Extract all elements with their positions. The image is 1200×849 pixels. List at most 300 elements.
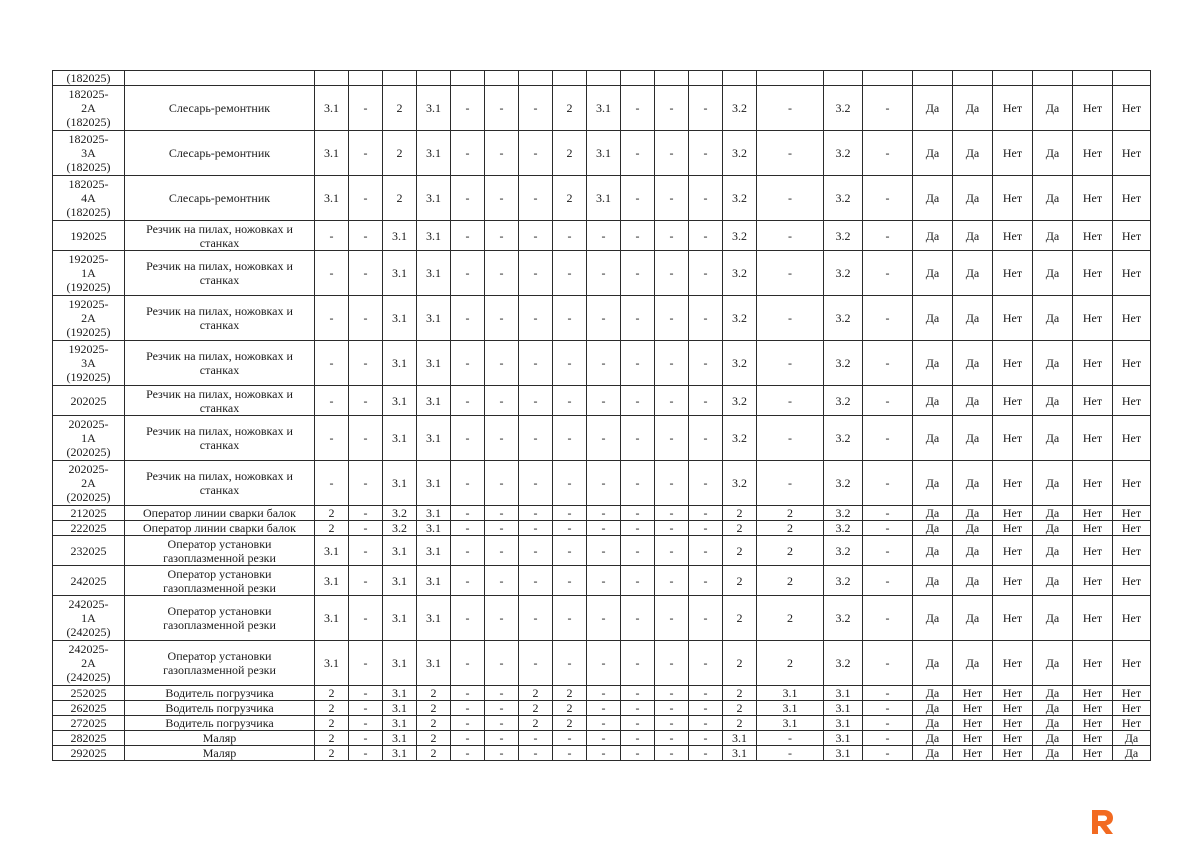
row-value: Да: [1033, 86, 1073, 131]
row-value: -: [655, 221, 689, 251]
row-value: Нет: [993, 131, 1033, 176]
row-value: -: [621, 746, 655, 761]
row-value: -: [863, 221, 913, 251]
r-logo-icon: [1089, 808, 1115, 836]
row-value: Да: [913, 521, 953, 536]
row-value: Да: [913, 461, 953, 506]
row-value: 3.2: [824, 176, 863, 221]
row-value: [913, 71, 953, 86]
row-value: Да: [953, 251, 993, 296]
row-code: [53, 251, 125, 296]
row-value: -: [485, 716, 519, 731]
row-value: Нет: [993, 221, 1033, 251]
row-value: Да: [953, 566, 993, 596]
row-value: [621, 71, 655, 86]
code-line: 192025-: [68, 252, 109, 266]
row-value: -: [621, 506, 655, 521]
row-value: Нет: [993, 86, 1033, 131]
row-value: 3.1: [383, 251, 417, 296]
code-line: 3А: [81, 146, 96, 160]
row-value: 3.2: [824, 596, 863, 641]
row-value: Да: [1033, 641, 1073, 686]
table-row: [53, 596, 1151, 641]
row-value: Нет: [993, 686, 1033, 701]
code-line: 242025-: [68, 597, 109, 611]
row-value: 2: [315, 716, 349, 731]
row-value: 3.1: [417, 566, 451, 596]
row-value: -: [863, 641, 913, 686]
row-name: Оператор установки газоплазменной резки: [125, 641, 315, 686]
row-value: -: [689, 386, 723, 416]
row-value: Да: [1033, 386, 1073, 416]
row-value: Да: [913, 221, 953, 251]
row-value: 3.1: [417, 641, 451, 686]
row-name: Резчик на пилах, ножовках и станках: [125, 251, 315, 296]
row-value: Да: [913, 506, 953, 521]
row-value: Да: [913, 251, 953, 296]
row-name: Резчик на пилах, ножовках и станках: [125, 221, 315, 251]
row-name: Оператор установки газоплазменной резки: [125, 596, 315, 641]
row-value: -: [349, 506, 383, 521]
row-value: -: [553, 221, 587, 251]
code-line: 222025: [70, 521, 107, 535]
row-value: 3.1: [383, 596, 417, 641]
row-value: -: [451, 716, 485, 731]
row-value: 3.2: [383, 521, 417, 536]
row-value: -: [587, 296, 621, 341]
row-name: Слесарь-ремонтник: [125, 131, 315, 176]
row-value: -: [587, 416, 621, 461]
row-value: Да: [1033, 506, 1073, 521]
row-value: 3.1: [383, 296, 417, 341]
row-value: [824, 71, 863, 86]
row-name: Водитель погрузчика: [125, 716, 315, 731]
row-name: Резчик на пилах, ножовках и станках: [125, 341, 315, 386]
row-value: -: [863, 251, 913, 296]
row-value: [417, 71, 451, 86]
row-value: -: [553, 386, 587, 416]
row-value: Да: [1113, 731, 1151, 746]
code-line: 192025-: [68, 297, 109, 311]
row-value: -: [655, 731, 689, 746]
row-value: -: [689, 596, 723, 641]
code-line: (202025): [66, 490, 111, 504]
row-value: Нет: [993, 566, 1033, 596]
row-name: Резчик на пилах, ножовках и станках: [125, 296, 315, 341]
row-code: [53, 716, 125, 731]
row-value: -: [451, 521, 485, 536]
row-value: Нет: [1113, 296, 1151, 341]
row-value: -: [349, 251, 383, 296]
table-row: [53, 641, 1151, 686]
row-value: -: [553, 596, 587, 641]
table-row: [53, 506, 1151, 521]
table-row: [53, 221, 1151, 251]
row-value: -: [451, 341, 485, 386]
row-code: [53, 131, 125, 176]
row-value: Да: [1033, 341, 1073, 386]
row-value: -: [485, 86, 519, 131]
row-value: -: [655, 521, 689, 536]
row-value: -: [485, 641, 519, 686]
row-name: Оператор линии сварки балок: [125, 521, 315, 536]
row-value: -: [519, 731, 553, 746]
row-value: Да: [953, 296, 993, 341]
row-value: 3.2: [383, 506, 417, 521]
row-value: -: [655, 566, 689, 596]
row-value: -: [587, 701, 621, 716]
row-value: -: [863, 686, 913, 701]
row-value: 3.2: [723, 386, 757, 416]
row-value: -: [349, 686, 383, 701]
row-value: -: [621, 596, 655, 641]
row-value: -: [349, 536, 383, 566]
code-line: 232025: [70, 543, 107, 558]
row-value: Да: [1033, 131, 1073, 176]
row-value: -: [587, 461, 621, 506]
row-value: -: [519, 296, 553, 341]
row-name: Оператор установки газоплазменной резки: [125, 566, 315, 596]
row-value: [723, 71, 757, 86]
code-line: (242025): [66, 625, 111, 639]
row-value: [863, 71, 913, 86]
row-value: -: [519, 566, 553, 596]
row-value: Нет: [1113, 221, 1151, 251]
code-line: (182025): [66, 160, 111, 174]
row-value: -: [519, 416, 553, 461]
row-value: 2: [757, 596, 824, 641]
row-code: [53, 686, 125, 701]
row-value: [451, 71, 485, 86]
row-value: [1033, 71, 1073, 86]
row-value: -: [451, 416, 485, 461]
row-value: 2: [519, 686, 553, 701]
row-value: -: [655, 746, 689, 761]
row-value: -: [485, 701, 519, 716]
row-value: Нет: [1073, 731, 1113, 746]
row-value: Да: [1033, 251, 1073, 296]
row-value: -: [485, 131, 519, 176]
code-line: 252025: [70, 686, 107, 700]
row-value: -: [485, 566, 519, 596]
row-value: -: [757, 221, 824, 251]
row-value: -: [485, 386, 519, 416]
row-value: -: [757, 731, 824, 746]
row-value: -: [485, 341, 519, 386]
row-value: Да: [913, 86, 953, 131]
table-row: [53, 521, 1151, 536]
row-value: -: [315, 416, 349, 461]
row-value: Нет: [1113, 251, 1151, 296]
row-value: 3.2: [723, 251, 757, 296]
row-value: Да: [953, 221, 993, 251]
row-value: -: [451, 131, 485, 176]
row-value: -: [485, 506, 519, 521]
row-value: 2: [315, 686, 349, 701]
row-value: -: [655, 716, 689, 731]
row-value: Да: [953, 536, 993, 566]
row-value: 3.1: [417, 131, 451, 176]
row-value: -: [349, 746, 383, 761]
row-code: [53, 746, 125, 761]
row-value: -: [863, 701, 913, 716]
row-value: [587, 71, 621, 86]
row-value: -: [587, 386, 621, 416]
row-value: -: [587, 596, 621, 641]
row-value: Да: [1033, 686, 1073, 701]
row-value: -: [519, 536, 553, 566]
code-line: 182025-: [68, 132, 109, 146]
row-value: -: [553, 251, 587, 296]
row-value: 3.1: [383, 716, 417, 731]
code-line: 292025: [70, 746, 107, 760]
row-value: 3.1: [587, 86, 621, 131]
table-row: [53, 386, 1151, 416]
row-value: [757, 71, 824, 86]
row-value: Нет: [993, 251, 1033, 296]
row-value: [689, 71, 723, 86]
row-value: 3.1: [315, 566, 349, 596]
row-name: Резчик на пилах, ножовках и станках: [125, 461, 315, 506]
row-value: Да: [953, 461, 993, 506]
row-value: 2: [723, 701, 757, 716]
row-value: 3.2: [824, 521, 863, 536]
row-value: -: [519, 131, 553, 176]
row-value: -: [349, 566, 383, 596]
row-value: Да: [913, 131, 953, 176]
row-value: -: [519, 746, 553, 761]
row-value: 2: [723, 596, 757, 641]
row-value: 3.2: [824, 536, 863, 566]
row-value: -: [519, 341, 553, 386]
table-row: [53, 341, 1151, 386]
row-value: Нет: [1073, 716, 1113, 731]
row-value: Нет: [1113, 566, 1151, 596]
row-value: -: [485, 221, 519, 251]
row-value: 2: [723, 506, 757, 521]
row-value: Нет: [1073, 746, 1113, 761]
row-value: -: [863, 521, 913, 536]
table-row: [53, 461, 1151, 506]
row-value: -: [863, 416, 913, 461]
row-value: Да: [1033, 701, 1073, 716]
row-value: 3.2: [824, 341, 863, 386]
row-value: -: [621, 521, 655, 536]
row-value: -: [587, 341, 621, 386]
row-value: -: [689, 731, 723, 746]
row-value: -: [655, 251, 689, 296]
row-code: [53, 86, 125, 131]
row-value: 3.1: [383, 731, 417, 746]
row-value: 2: [723, 536, 757, 566]
row-value: 3.1: [315, 536, 349, 566]
row-value: -: [689, 176, 723, 221]
row-code: [53, 296, 125, 341]
row-value: -: [863, 176, 913, 221]
row-value: -: [485, 461, 519, 506]
row-value: Нет: [1073, 596, 1113, 641]
table-row: [53, 716, 1151, 731]
row-value: 2: [315, 701, 349, 716]
row-value: -: [349, 296, 383, 341]
row-value: -: [485, 176, 519, 221]
row-value: -: [655, 176, 689, 221]
code-line: 182025-: [68, 177, 109, 191]
row-value: -: [349, 521, 383, 536]
row-value: -: [655, 596, 689, 641]
row-value: -: [757, 86, 824, 131]
row-value: 3.1: [315, 86, 349, 131]
row-value: 3.1: [723, 731, 757, 746]
row-value: 2: [417, 701, 451, 716]
row-value: Нет: [1113, 521, 1151, 536]
row-name: Маляр: [125, 746, 315, 761]
code-line: 202025: [70, 393, 107, 408]
table-row: [53, 686, 1151, 701]
row-value: [953, 71, 993, 86]
row-value: 3.2: [824, 251, 863, 296]
row-value: -: [553, 641, 587, 686]
row-code: [53, 731, 125, 746]
row-value: 2: [757, 641, 824, 686]
table-row: [53, 566, 1151, 596]
row-value: -: [689, 296, 723, 341]
row-value: Да: [1033, 731, 1073, 746]
row-value: 3.1: [824, 716, 863, 731]
row-value: 2: [553, 716, 587, 731]
row-value: Да: [913, 416, 953, 461]
row-value: -: [587, 566, 621, 596]
row-value: -: [349, 221, 383, 251]
code-line: (242025): [66, 670, 111, 684]
row-value: Да: [913, 536, 953, 566]
row-code: [53, 506, 125, 521]
row-value: 3.1: [315, 596, 349, 641]
row-value: Нет: [1113, 641, 1151, 686]
row-value: -: [519, 596, 553, 641]
row-value: 2: [383, 131, 417, 176]
row-value: -: [621, 251, 655, 296]
row-code: [53, 566, 125, 596]
row-value: -: [655, 416, 689, 461]
row-value: 2: [723, 686, 757, 701]
row-value: -: [315, 221, 349, 251]
row-value: 2: [723, 716, 757, 731]
row-value: 3.1: [723, 746, 757, 761]
row-value: -: [655, 131, 689, 176]
row-value: -: [757, 341, 824, 386]
row-value: -: [315, 296, 349, 341]
row-value: -: [553, 461, 587, 506]
row-value: -: [519, 506, 553, 521]
row-value: 2: [383, 176, 417, 221]
row-code: [53, 386, 125, 416]
row-value: 3.1: [383, 746, 417, 761]
row-value: Нет: [993, 641, 1033, 686]
row-value: -: [587, 731, 621, 746]
row-value: -: [349, 731, 383, 746]
row-value: -: [485, 731, 519, 746]
row-value: 2: [383, 86, 417, 131]
row-value: [1073, 71, 1113, 86]
row-value: 3.1: [383, 536, 417, 566]
row-value: Нет: [953, 731, 993, 746]
row-value: -: [349, 341, 383, 386]
row-value: 3.1: [417, 386, 451, 416]
row-value: 2: [417, 716, 451, 731]
row-value: -: [621, 641, 655, 686]
code-line: 2А: [81, 476, 96, 490]
row-value: Да: [1033, 521, 1073, 536]
row-value: -: [863, 131, 913, 176]
row-value: 3.1: [383, 341, 417, 386]
row-value: Да: [953, 131, 993, 176]
row-value: 2: [315, 506, 349, 521]
row-value: Нет: [1073, 341, 1113, 386]
code-line: 242025: [70, 573, 107, 588]
row-value: Да: [1033, 716, 1073, 731]
row-value: Да: [953, 506, 993, 521]
code-line: 3А: [81, 356, 96, 370]
row-value: -: [621, 686, 655, 701]
row-value: [519, 71, 553, 86]
row-value: Нет: [1113, 596, 1151, 641]
row-value: -: [689, 251, 723, 296]
row-value: -: [519, 221, 553, 251]
row-value: -: [451, 251, 485, 296]
code-line: (192025): [66, 280, 111, 294]
row-value: Нет: [993, 341, 1033, 386]
row-value: -: [587, 251, 621, 296]
row-value: 3.2: [723, 341, 757, 386]
row-value: -: [553, 536, 587, 566]
row-value: -: [485, 536, 519, 566]
row-value: -: [519, 521, 553, 536]
code-line: 182025-: [68, 87, 109, 101]
code-line: 192025-: [68, 342, 109, 356]
row-value: -: [349, 176, 383, 221]
row-value: -: [485, 596, 519, 641]
row-value: 2: [553, 86, 587, 131]
table-row: [53, 416, 1151, 461]
row-value: -: [553, 566, 587, 596]
code-line: (182025): [66, 205, 111, 219]
row-value: Да: [1033, 596, 1073, 641]
row-value: -: [553, 746, 587, 761]
code-line: 202025-: [68, 462, 109, 476]
row-value: Нет: [953, 686, 993, 701]
row-value: -: [519, 386, 553, 416]
row-value: Да: [1033, 536, 1073, 566]
row-value: 3.1: [824, 686, 863, 701]
row-value: -: [689, 506, 723, 521]
row-value: Нет: [1073, 296, 1113, 341]
row-value: 3.2: [723, 131, 757, 176]
row-value: -: [655, 536, 689, 566]
row-value: Да: [1033, 416, 1073, 461]
row-value: -: [315, 251, 349, 296]
row-value: 3.1: [824, 746, 863, 761]
row-value: 2: [315, 521, 349, 536]
row-value: -: [757, 461, 824, 506]
row-value: -: [621, 461, 655, 506]
row-value: 3.1: [417, 536, 451, 566]
row-name: Слесарь-ремонтник: [125, 176, 315, 221]
row-value: Нет: [993, 536, 1033, 566]
row-value: -: [451, 296, 485, 341]
row-value: 3.1: [417, 86, 451, 131]
row-value: 3.2: [723, 461, 757, 506]
